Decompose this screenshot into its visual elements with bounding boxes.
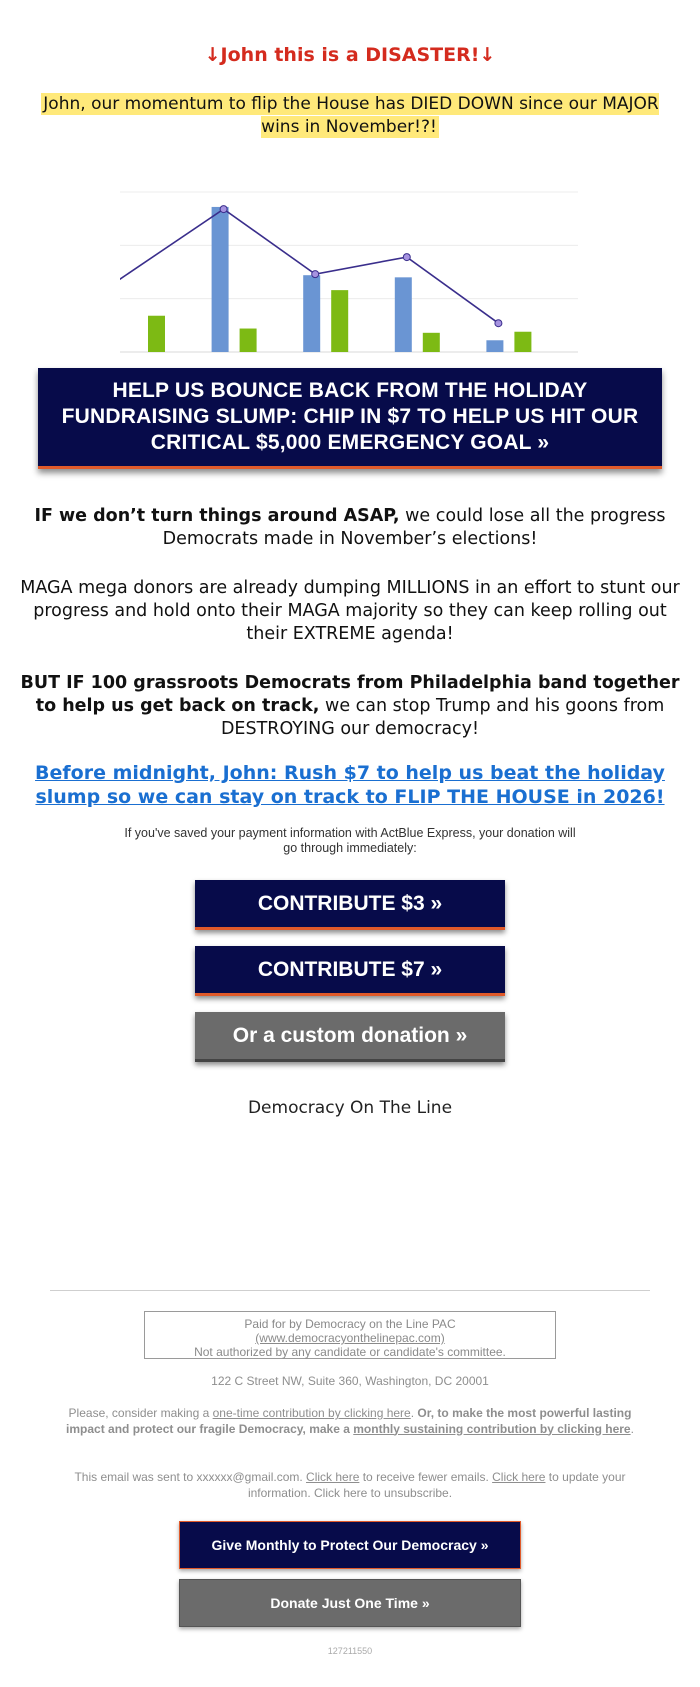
one-time-contribution-link[interactable]: one-time contribution by clicking here [212, 1406, 411, 1420]
custom-donation-button[interactable]: Or a custom donation » [195, 1012, 505, 1062]
mailing-address: 122 C Street NW, Suite 360, Washington, DC 20001 [211, 1374, 489, 1388]
contribution-prompt-bold-text: Or, to make the most powerful lasting impact and protect our fragile Democracy, make a [66, 1406, 632, 1436]
footer-divider [50, 1290, 650, 1291]
paragraph-lose-progress [20, 505, 680, 551]
update-info-text: to update your information. Click here to unsubscribe. [247, 1470, 626, 1500]
sent-to-text: This email was sent to xxxxxx@gmail.com. [74, 1470, 307, 1484]
paragraph-grassroots-rest: we can stop Trump and his goons from DESTROYING our democracy! [220, 696, 665, 739]
chart-bar [514, 332, 531, 352]
fewer-emails-text: to receive fewer emails. [359, 1470, 493, 1484]
subhead-highlight: John, our momentum to flip the House has DIED DOWN since our MAJOR wins in November!?! [43, 94, 659, 137]
headline: ↓John this is a DISASTER!↓ [204, 44, 496, 66]
paragraph-lose-progress-rest: we could lose all the progress Democrats made in November’s elections! [162, 506, 666, 549]
contribute-7-button[interactable]: CONTRIBUTE $7 » [195, 946, 505, 996]
donate-one-time-button[interactable]: Donate Just One Time » [179, 1579, 521, 1627]
paragraph-lose-progress-bold: IF we don’t turn things around ASAP, [34, 506, 400, 526]
paid-for-disclaimer [144, 1311, 556, 1359]
monthly-contribution-link[interactable]: monthly sustaining contribution by clicking here [353, 1421, 631, 1436]
paragraph-grassroots-bold: BUT IF 100 grassroots Democrats from Philadelphia band together to help us get back on track, [20, 673, 680, 716]
chart-bar [148, 316, 165, 352]
paid-for-text: Paid for by Democracy on the Line PAC [244, 1317, 456, 1331]
rush-donation-link[interactable]: Before midnight, John: Rush $7 to help us beat the holiday slump so we can stay on track to FLIP THE HOUSE in 2026! [35, 762, 665, 808]
email-code: 127211550 [327, 1646, 373, 1656]
signoff: Democracy On The Line [247, 1098, 453, 1118]
chart-bar [303, 275, 320, 352]
contribution-prompt [66, 1406, 634, 1437]
chart-point [312, 271, 319, 278]
chart-bar [486, 340, 503, 352]
chart-point [403, 254, 410, 261]
paragraph-maga-donors: MAGA mega donors are already dumping MILLIONS in an effort to stunt our progress and hold onto their MAGA majority so they can keep rolling out their EXTREME agenda! [20, 578, 680, 644]
email-sent-notice [70, 1470, 630, 1501]
pac-website-link[interactable]: (www.democracyonthelinepac.com) [255, 1331, 445, 1345]
chart-point [220, 206, 227, 213]
fewer-emails-link[interactable]: Click here [306, 1470, 360, 1484]
subhead [30, 93, 670, 139]
contribute-3-button[interactable]: CONTRIBUTE $3 » [195, 880, 505, 930]
chart-bar [395, 277, 412, 352]
contribution-prompt-text: Please, consider making a [68, 1406, 213, 1420]
contribution-prompt-separator: . [410, 1406, 418, 1420]
fundraising-banner-button[interactable]: HELP US BOUNCE BACK FROM THE HOLIDAY FUNDRAISING SLUMP: CHIP IN $7 TO HELP US HIT OUR CRITICAL $5,000 EMERGENCY GOAL » [38, 368, 662, 469]
chart-bar [212, 207, 229, 352]
chart-bar [331, 290, 348, 352]
chart-bar [240, 329, 257, 352]
contribution-prompt-end: . [630, 1421, 634, 1436]
paragraph-grassroots [20, 672, 680, 741]
not-authorized-text: Not authorized by any candidate or candidate's committee. [194, 1345, 506, 1359]
actblue-express-note: If you've saved your payment information with ActBlue Express, your donation will go through immediately: [124, 826, 576, 855]
chart-point [495, 320, 502, 327]
momentum-chart [120, 182, 580, 354]
update-info-link[interactable]: Click here [492, 1470, 546, 1484]
give-monthly-button[interactable]: Give Monthly to Protect Our Democracy » [179, 1521, 521, 1569]
chart-bar [423, 333, 440, 352]
